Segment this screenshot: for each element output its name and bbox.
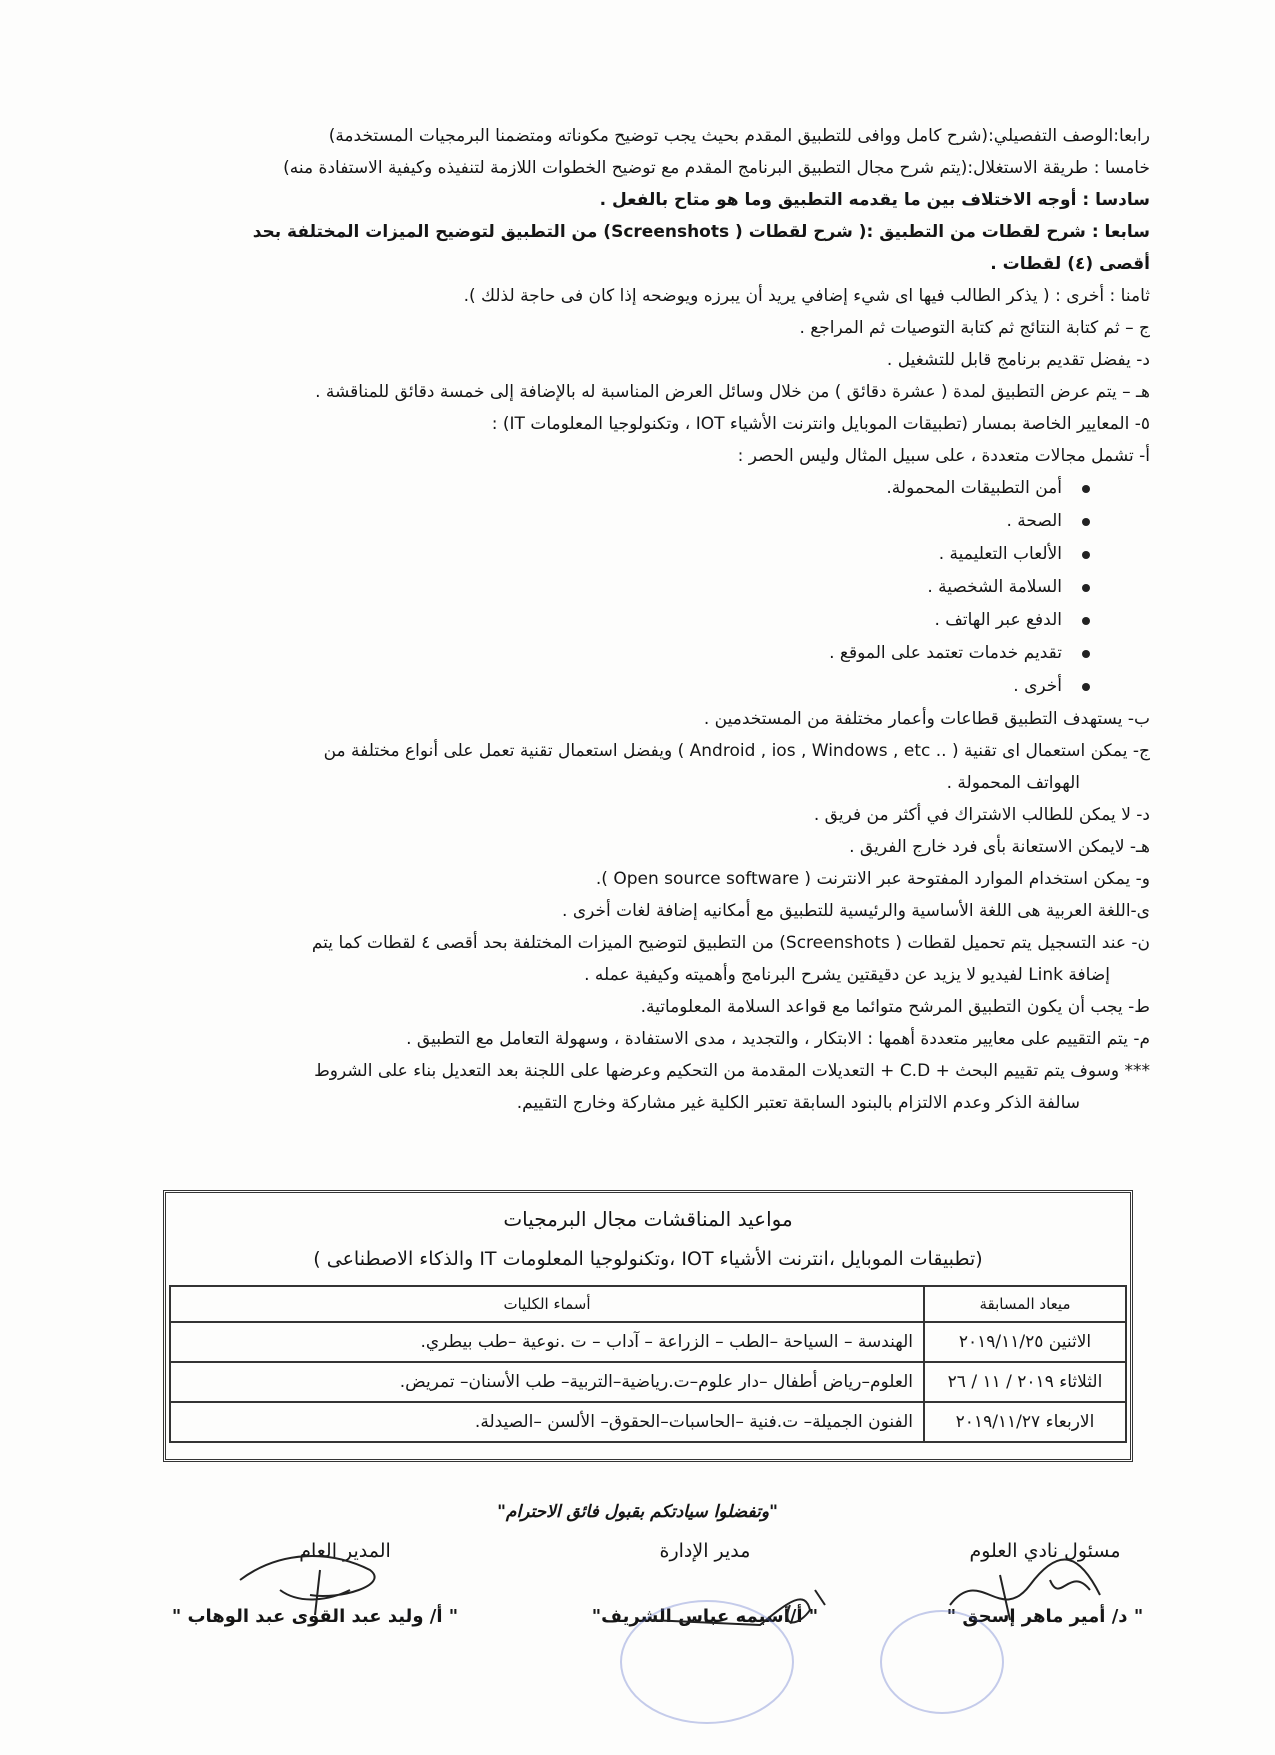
signature-title: المدير العام	[299, 1540, 391, 1562]
document-body	[150, 120, 1150, 1119]
list-item-text: الدفع عبر الهاتف .	[934, 610, 1062, 630]
official-stamp	[620, 1600, 794, 1724]
paragraph-line: رابعا:الوصف التفصيلي:(شرح كامل ووافى للتطبيق المقدم بحيث يجب توضيح مكوناته ومتضمنا البرمجيات المستخدمة)	[328, 126, 1150, 146]
paragraph-line: سابعا : شرح لقطات من التطبيق :( شرح لقطات ( Screenshots) من التطبيق لتوضيح الميزات المختلفة بحد	[252, 222, 1150, 242]
bullet-dot-icon	[1082, 650, 1090, 658]
paragraph-line: سادسا : أوجه الاختلاف بين ما يقدمه التطبيق وما هو متاح بالفعل .	[599, 190, 1150, 210]
paragraph-line: الهواتف المحمولة .	[946, 773, 1080, 793]
row-faculties: الهندسة – السياحة –الطب – الزراعة – آداب – ت .نوعية –طب بيطري.	[170, 1322, 924, 1362]
handwritten-signature-3	[220, 1540, 420, 1620]
list-item	[150, 505, 1090, 538]
list-item	[150, 637, 1090, 670]
paragraph-line: ثامنا : أخرى : ( يذكر الطالب فيها اى شيء إضافي يريد أن يبرزه ويوضحه إذا كان فى حاجة لذلك ).	[463, 286, 1150, 306]
table-row	[170, 1362, 1126, 1402]
paragraph-line: و- يمكن استخدام الموارد المفتوحة عبر الانترنت ( Open source software ).	[595, 869, 1150, 889]
bullet-dot-icon	[1082, 584, 1090, 592]
list-item	[150, 571, 1090, 604]
signature-name: " أ/أسيمه عباس الشريف"	[591, 1606, 819, 1627]
table-row	[170, 1322, 1126, 1362]
paragraph-group-1	[150, 120, 1150, 472]
row-date: الاربعاء ٢٠١٩/١١/٢٧	[924, 1402, 1126, 1442]
fields-bullet-list	[150, 472, 1150, 703]
paragraph-line: ط- يجب أن يكون التطبيق المرشح متوائما مع قواعد السلامة المعلوماتية.	[640, 997, 1150, 1017]
header-date: ميعاد المسابقة	[924, 1286, 1126, 1322]
list-item	[150, 538, 1090, 571]
row-date: الاثنين ٢٠١٩/١١/٢٥	[924, 1322, 1126, 1362]
list-item-text: تقديم خدمات تعتمد على الموقع .	[829, 643, 1062, 663]
list-item	[150, 604, 1090, 637]
schedule-subtitle: (تطبيقات الموبايل ،انترنت الأشياء IOT ،وتكنولوجيا المعلومات IT والذكاء الاصطناعى )	[313, 1248, 983, 1270]
header-faculties: أسماء الكليات	[170, 1286, 924, 1322]
list-item-text: أخرى .	[1013, 676, 1062, 696]
list-item-text: السلامة الشخصية .	[927, 577, 1062, 597]
schedule-title: مواعيد المناقشات مجال البرمجيات	[503, 1207, 793, 1231]
bullet-dot-icon	[1082, 485, 1090, 493]
table-header-row	[170, 1286, 1126, 1322]
table-row	[170, 1402, 1126, 1442]
row-faculties: الفنون الجميلة– ت.فنية –الحاسبات–الحقوق– الألسن –الصيدلة.	[170, 1402, 924, 1442]
list-item-text: الصحة .	[1006, 511, 1062, 531]
paragraph-line: د- لا يمكن للطالب الاشتراك في أكثر من فريق .	[813, 805, 1150, 825]
paragraph-line: إضافة Link لفيديو لا يزيد عن دقيقتين يشرح البرنامج وأهميته وكيفية عمله .	[584, 965, 1110, 985]
list-item	[150, 472, 1090, 505]
paragraph-line: هـ – يتم عرض التطبيق لمدة ( عشرة دقائق ) من خلال وسائل العرض المناسبة له بالإضافة إلى خمسة دقائق للمناقشة .	[315, 382, 1150, 402]
signature-name: " أ/ وليد عبد القوى عبد الوهاب "	[171, 1606, 459, 1627]
paragraph-line: ج – ثم كتابة النتائج ثم كتابة التوصيات ثم المراجع .	[799, 318, 1150, 338]
paragraph-line: *** وسوف يتم تقييم البحث + C.D + التعديلات المقدمة من التحكيم وعرضها على اللجنة بعد التعديل بناء على الشروط	[314, 1061, 1150, 1081]
paragraph-line: سالفة الذكر وعدم الالتزام بالبنود السابقة تعتبر الكلية غير مشاركة وخارج التقييم.	[516, 1093, 1080, 1113]
bullet-dot-icon	[1082, 551, 1090, 559]
paragraph-line: ن- عند التسجيل يتم تحميل لقطات ( Screenshots) من التطبيق لتوضيح الميزات المختلفة بحد أقصى ٤ لقطات كما يتم	[311, 933, 1150, 953]
bullet-dot-icon	[1082, 683, 1090, 691]
schedule-table	[169, 1285, 1127, 1443]
bullet-dot-icon	[1082, 617, 1090, 625]
paragraph-group-2	[150, 703, 1150, 1119]
bullet-dot-icon	[1082, 518, 1090, 526]
list-item-text: أمن التطبيقات المحمولة.	[886, 478, 1062, 498]
paragraph-line: ج- يمكن استعمال اى تقنية ( .. Android , ios , Windows , etc ) ويفضل استعمال تقنية تعمل على أنواع مختلفة من	[323, 741, 1150, 761]
closing-phrase: "وتفضلوا سيادتكم بقبول فائق الاحترام"	[497, 1502, 778, 1522]
signature-title: مدير الإدارة	[659, 1540, 751, 1562]
paragraph-line: ب- يستهدف التطبيق قطاعات وأعمار مختلفة من المستخدمين .	[703, 709, 1150, 729]
paragraph-line: ى-اللغة العربية هى اللغة الأساسية والرئيسية للتطبيق مع أمكانيه إضافة لغات أخرى .	[562, 901, 1150, 921]
official-stamp	[880, 1610, 1004, 1714]
paragraph-line: هـ- لايمكن الاستعانة بأى فرد خارج الفريق .	[849, 837, 1150, 857]
paragraph-line: د- يفضل تقديم برنامج قابل للتشغيل .	[886, 350, 1150, 370]
row-faculties: العلوم–رياض أطفال –دار علوم–ت.رياضية–التربية– طب الأسنان– تمريض.	[170, 1362, 924, 1402]
list-item	[150, 670, 1090, 703]
paragraph-line: خامسا : طريقة الاستغلال:(يتم شرح مجال التطبيق البرنامج المقدم مع توضيح الخطوات اللازمة لتنفيذه وكيفية الاستفادة منه)	[283, 158, 1150, 178]
signature-title: مسئول نادي العلوم	[969, 1540, 1121, 1562]
list-item-text: الألعاب التعليمية .	[938, 544, 1062, 564]
paragraph-line: ٥- المعايير الخاصة بمسار (تطبيقات الموبايل وانترنت الأشياء IOT ، وتكنولوجيا المعلومات IT) :	[491, 414, 1150, 434]
paragraph-line: أ- تشمل مجالات متعددة ، على سبيل المثال وليس الحصر :	[737, 446, 1150, 466]
schedule-box	[163, 1190, 1133, 1462]
paragraph-line: أقصى (٤) لقطات .	[990, 254, 1150, 274]
row-date: الثلاثاء ٢٠١٩ / ١١ / ٢٦	[924, 1362, 1126, 1402]
paragraph-line: م- يتم التقييم على معايير متعددة أهمها : الابتكار ، والتجديد ، مدى الاستفادة ، وسهولة التعامل مع التطبيق .	[406, 1029, 1150, 1049]
signature-name: " د/ أمير ماهر إسحق "	[946, 1606, 1144, 1627]
